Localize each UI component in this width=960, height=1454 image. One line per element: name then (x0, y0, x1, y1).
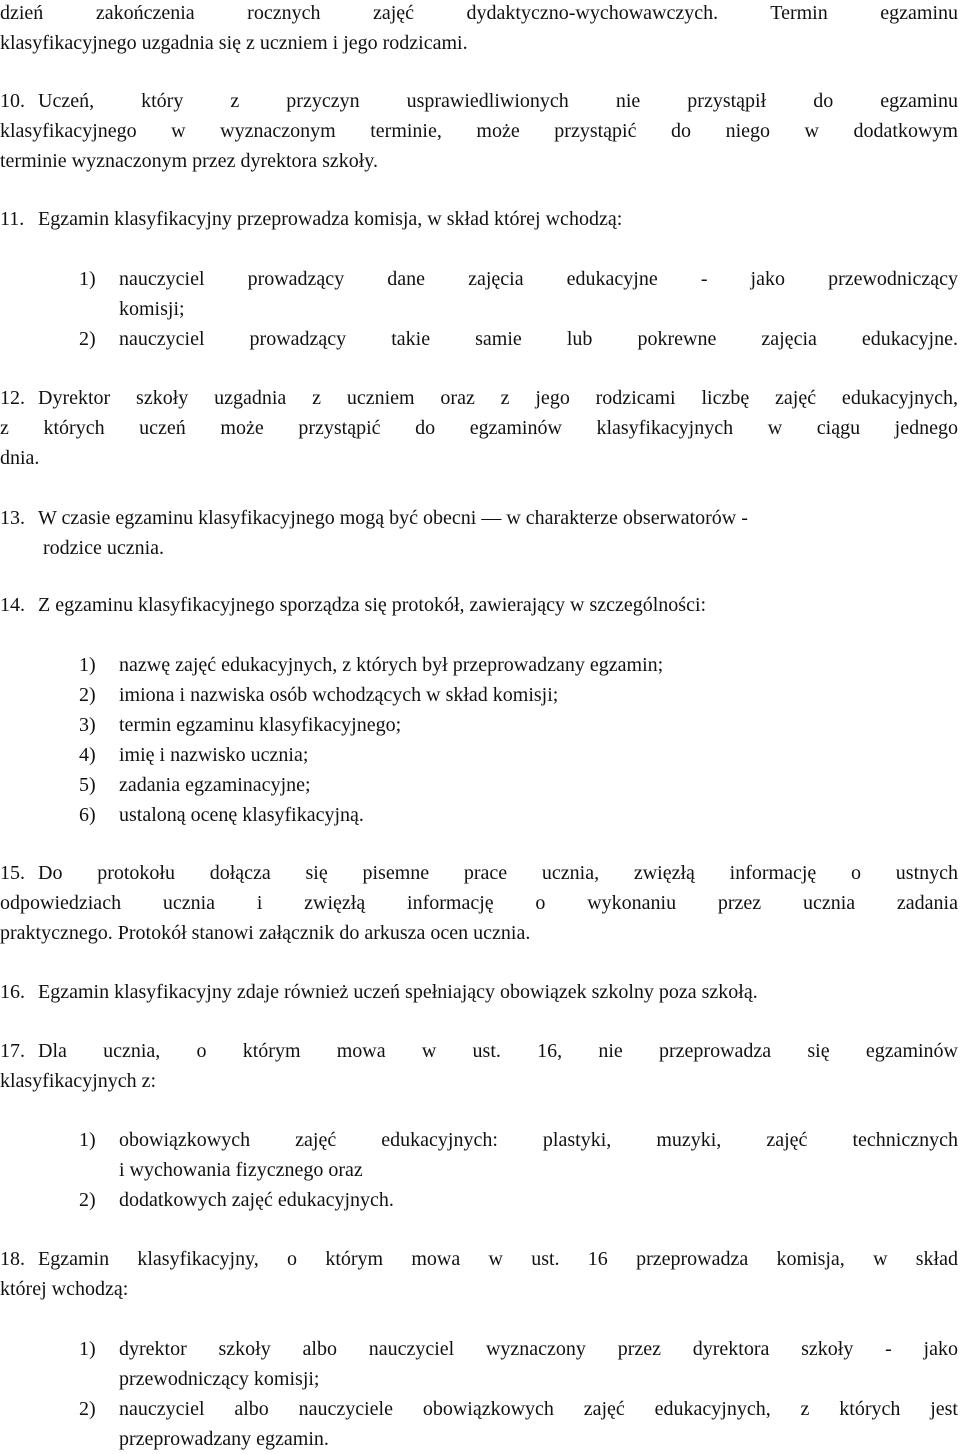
list-item-number: 3) (79, 714, 96, 736)
paragraph-line: klasyfikacyjnego w wyznaczonym terminie, może przystąpić do niego w dodatkowym (0, 120, 958, 142)
list-item (79, 680, 958, 710)
list-item-number: 1) (79, 1129, 96, 1151)
list-item-text: nauczyciel albo nauczyciele obowiązkowych zajęć edukacyjnych, z których jest (119, 1398, 958, 1420)
list-item-text: komisji; (119, 298, 185, 320)
paragraph-11 (0, 204, 958, 234)
paragraph-18 (0, 1244, 958, 1304)
paragraph-line: Egzamin klasyfikacyjny zdaje również uczeń spełniający obowiązek szkolny poza szkołą. (38, 981, 758, 1003)
list-item-text: ustaloną ocenę klasyfikacyjną. (119, 804, 364, 826)
list-item (79, 710, 958, 740)
paragraph-number: 13. (0, 507, 25, 529)
paragraph-number: 14. (0, 594, 25, 616)
list-item-text: dodatkowych zajęć edukacyjnych. (119, 1189, 394, 1211)
list-item-number: 5) (79, 774, 96, 796)
paragraph-continuation (0, 0, 958, 58)
list-item-text: obowiązkowych zajęć edukacyjnych: plastyki, muzyki, zajęć technicznych (119, 1129, 958, 1151)
list-item (79, 1125, 958, 1185)
paragraph-line: Do protokołu dołącza się pisemne prace ucznia, zwięzłą informację o ustnych (38, 862, 958, 884)
paragraph-number: 15. (0, 862, 25, 884)
paragraph-line: Egzamin klasyfikacyjny, o którym mowa w ust. 16 przeprowadza komisja, w skład (38, 1248, 958, 1270)
paragraph-number: 11. (0, 208, 25, 230)
paragraph-line: terminie wyznaczonym przez dyrektora szkoły. (0, 150, 378, 172)
list-item (79, 1185, 958, 1215)
paragraph-line: praktycznego. Protokół stanowi załącznik do arkusza ocen ucznia. (0, 922, 531, 944)
list-item (79, 264, 958, 324)
paragraph-13 (0, 503, 958, 563)
paragraph-number: 10. (0, 90, 25, 112)
list-item (79, 800, 958, 830)
paragraph-line: klasyfikacyjnych z: (0, 1070, 157, 1092)
paragraph-line: której wchodzą: (0, 1278, 129, 1300)
list-item (79, 1394, 958, 1454)
paragraph-line: Dla ucznia, o którym mowa w ust. 16, nie przeprowadza się egzaminów (38, 1040, 958, 1062)
list-item-number: 6) (79, 804, 96, 826)
paragraph-14 (0, 590, 958, 620)
list-item-text: i wychowania fizycznego oraz (119, 1159, 363, 1181)
paragraph-line: Z egzaminu klasyfikacyjnego sporządza się protokół, zawierający w szczególności: (38, 594, 707, 616)
list-item (79, 1334, 958, 1394)
list-item (79, 740, 958, 770)
paragraph-16 (0, 977, 958, 1007)
list-item-text: imię i nazwisko ucznia; (119, 744, 309, 766)
paragraph-number: 17. (0, 1040, 25, 1062)
paragraph-line: klasyfikacyjnego uzgadnia się z uczniem i jego rodzicami. (0, 32, 468, 54)
paragraph-line: rodzice ucznia. (43, 537, 165, 559)
paragraph-number: 18. (0, 1248, 25, 1270)
paragraph-12 (0, 383, 958, 473)
list-item-text: nauczyciel prowadzący dane zajęcia edukacyjne - jako przewodniczący (119, 268, 958, 290)
paragraph-line: dnia. (0, 447, 40, 469)
list-item-number: 2) (79, 328, 96, 350)
list-item-number: 2) (79, 1189, 96, 1211)
paragraph-line: Egzamin klasyfikacyjny przeprowadza komisja, w skład której wchodzą: (38, 208, 623, 230)
list-item-text: termin egzaminu klasyfikacyjnego; (119, 714, 402, 736)
list-item-number: 4) (79, 744, 96, 766)
list-item-text: imiona i nazwiska osób wchodzących w skład komisji; (119, 684, 559, 706)
list-item (79, 770, 958, 800)
list-item-text: zadania egzaminacyjne; (119, 774, 311, 796)
paragraph-number: 12. (0, 387, 25, 409)
paragraph-line: W czasie egzaminu klasyfikacyjnego mogą być obecni — w charakterze obserwatorów - (38, 507, 748, 529)
list-item-text: nauczyciel prowadzący takie samie lub pokrewne zajęcia edukacyjne. (119, 328, 958, 350)
list-item-number: 2) (79, 1398, 96, 1420)
list-item-text: przeprowadzany egzamin. (119, 1428, 329, 1450)
list-item-text: dyrektor szkoły albo nauczyciel wyznaczony przez dyrektora szkoły - jako (119, 1338, 958, 1360)
paragraph-line: odpowiedziach ucznia i zwięzłą informację o wykonaniu przez ucznia zadania (0, 892, 958, 914)
paragraph-line: dzień zakończenia rocznych zajęć dydaktyczno-wychowawczych. Termin egzaminu (0, 2, 958, 24)
paragraph-line: Dyrektor szkoły uzgadnia z uczniem oraz z jego rodzicami liczbę zajęć edukacyjnych, (38, 387, 958, 409)
list-item-number: 1) (79, 268, 96, 290)
paragraph-line: z których uczeń może przystąpić do egzaminów klasyfikacyjnych w ciągu jednego (0, 417, 958, 439)
paragraph-number: 16. (0, 981, 25, 1003)
paragraph-10 (0, 86, 958, 176)
paragraph-15 (0, 858, 958, 948)
list-item (79, 650, 958, 680)
list-item-text: przewodniczący komisji; (119, 1368, 320, 1390)
paragraph-17 (0, 1036, 958, 1096)
list-item-number: 2) (79, 684, 96, 706)
list-item-number: 1) (79, 1338, 96, 1360)
list-item (79, 324, 958, 354)
list-item-number: 1) (79, 654, 96, 676)
paragraph-line: Uczeń, który z przyczyn usprawiedliwionych nie przystąpił do egzaminu (38, 90, 958, 112)
list-item-text: nazwę zajęć edukacyjnych, z których był przeprowadzany egzamin; (119, 654, 664, 676)
